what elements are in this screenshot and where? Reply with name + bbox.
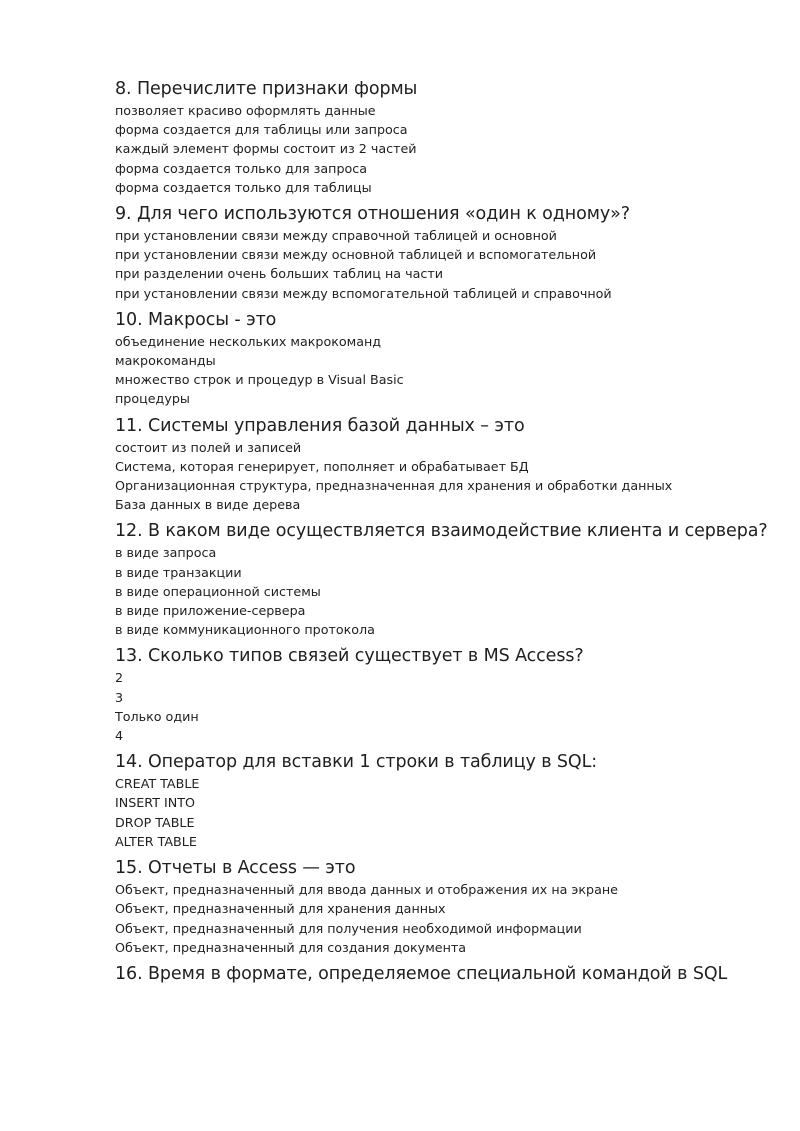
answer-option: при установлении связи между справочной таблицей и основной xyxy=(115,228,557,244)
answer-option: 2 xyxy=(115,670,124,686)
question-9 xyxy=(115,203,775,303)
answer-option: при разделении очень больших таблиц на части xyxy=(115,266,443,282)
question-13 xyxy=(115,645,775,745)
answer-option: форма создается для таблицы или запроса xyxy=(115,122,408,138)
answer-option: в виде запроса xyxy=(115,545,217,561)
answer-option: при установлении связи между основной таблицей и вспомогательной xyxy=(115,247,597,263)
question-title: 14. Оператор для вставки 1 строки в таблицу в SQL: xyxy=(115,752,598,773)
question-16 xyxy=(115,963,775,985)
answer-option: DROP TABLE xyxy=(115,814,195,830)
answer-option: множество строк и процедур в Visual Basic xyxy=(115,372,404,388)
answer-option: при установлении связи между вспомогательной таблицей и справочной xyxy=(115,285,612,301)
answer-option: форма создается только для таблицы xyxy=(115,179,372,195)
question-title: 9. Для чего используются отношения «один к одному»? xyxy=(115,204,630,225)
question-12 xyxy=(115,520,775,639)
answer-option: INSERT INTO xyxy=(115,795,195,811)
answer-option: 3 xyxy=(115,689,124,705)
question-title: 13. Сколько типов связей существует в MS Access? xyxy=(115,646,584,667)
question-title: 8. Перечислите признаки формы xyxy=(115,79,418,99)
answer-option: состоит из полей и записей xyxy=(115,439,302,455)
answer-list xyxy=(115,101,775,197)
answer-option: позволяет красиво оформлять данные xyxy=(115,103,376,118)
answer-option: форма создается только для запроса xyxy=(115,160,368,176)
document-page xyxy=(115,78,775,991)
answer-option: в виде коммуникационного протокола xyxy=(115,622,375,638)
answer-option: ALTER TABLE xyxy=(115,833,197,849)
answer-option: в виде транзакции xyxy=(115,564,242,580)
answer-option: CREAT TABLE xyxy=(115,776,200,792)
answer-list xyxy=(115,226,775,303)
answer-list xyxy=(115,774,775,851)
answer-option: объединение нескольких макрокоманд xyxy=(115,333,382,349)
answer-option: Объект, предназначенный для хранения данных xyxy=(115,901,446,917)
answer-option: Объект, предназначенный для создания документа xyxy=(115,939,467,955)
answer-option: Объект, предназначенный для получения необходимой информации xyxy=(115,920,582,936)
question-15 xyxy=(115,857,775,957)
answer-option: каждый элемент формы состоит из 2 частей xyxy=(115,141,417,157)
question-11 xyxy=(115,415,775,515)
question-8 xyxy=(115,78,775,197)
answer-option: Только один xyxy=(115,708,199,724)
answer-option: Организационная структура, предназначенная для хранения и обработки данных xyxy=(115,478,673,494)
answer-list xyxy=(115,332,775,409)
question-title: 12. В каком виде осуществляется взаимодействие клиента и сервера? xyxy=(115,521,768,542)
question-title: 16. Время в формате, определяемое специальной командой в SQL xyxy=(115,963,728,984)
answer-option: процедуры xyxy=(115,391,190,407)
answer-option: в виде приложение-сервера xyxy=(115,603,306,619)
question-title: 10. Макросы - это xyxy=(115,309,277,330)
answer-option: макрокоманды xyxy=(115,353,216,369)
answer-option: Объект, предназначенный для ввода данных и отображения их на экране xyxy=(115,882,618,898)
answer-list xyxy=(115,438,775,515)
answer-option: в виде операционной системы xyxy=(115,583,321,599)
question-title: 11. Системы управления базой данных – это xyxy=(115,415,525,436)
answer-list xyxy=(115,543,775,639)
question-14 xyxy=(115,751,775,851)
question-title: 15. Отчеты в Access — это xyxy=(115,858,356,879)
answer-list xyxy=(115,880,775,957)
answer-option: База данных в виде дерева xyxy=(115,497,301,513)
answer-list xyxy=(115,668,775,745)
question-10 xyxy=(115,309,775,409)
answer-option: 4 xyxy=(115,728,124,744)
answer-option: Система, которая генерирует, пополняет и обрабатывает БД xyxy=(115,458,529,474)
